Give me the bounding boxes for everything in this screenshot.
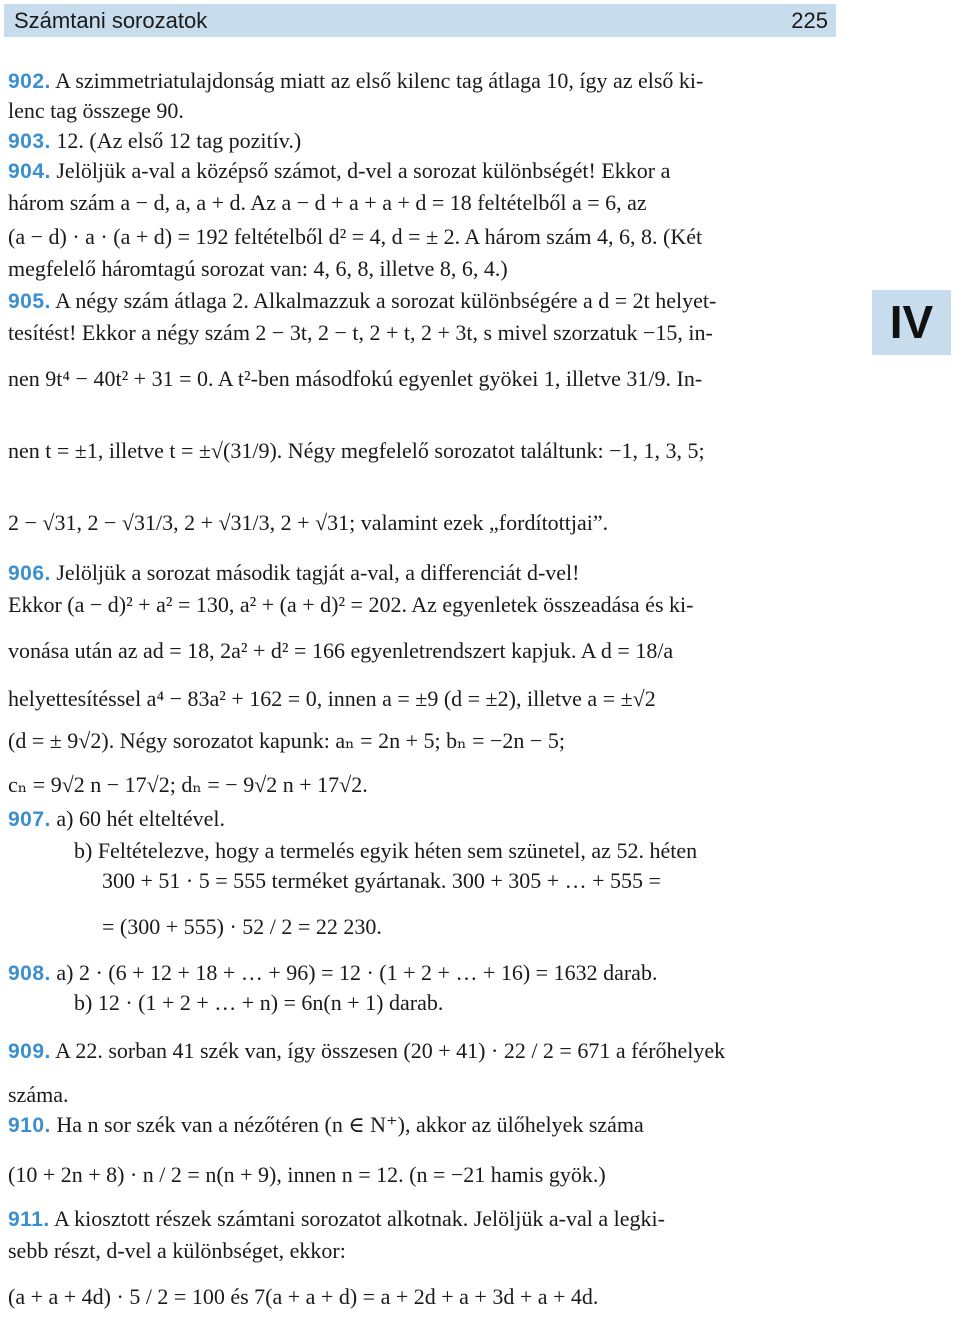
problem-number: 902.	[8, 70, 51, 93]
problem-907-line-1: 907. a) 60 hét elteltével.	[8, 806, 225, 831]
problem-909-line-2: száma.	[8, 1082, 69, 1107]
problem-905-line-2: tesítést! Ekkor a négy szám 2 − 3t, 2 − t, 2 + t, 2 + 3t, s mivel szorzatuk −15, in-	[8, 320, 713, 345]
page-number: 225	[791, 8, 828, 33]
problem-911-line-3: (a + a + 4d) · 5 / 2 = 100 és 7(a + a + d) = a + 2d + a + 3d + a + 4d.	[8, 1284, 599, 1309]
problem-909-line-1: 909. A 22. sorban 41 szék van, így összesen (20 + 41) · 22 / 2 = 671 a férőhelyek	[8, 1038, 726, 1063]
problem-904-line-1: 904. Jelöljük a-val a középső számot, d-vel a sorozat különbségét! Ekkor a	[8, 158, 671, 183]
problem-905-line-1: 905. A négy szám átlaga 2. Alkalmazzuk a sorozat különbségére a d = 2t helyet-	[8, 288, 717, 313]
problem-907-line-3: 300 + 51 · 5 = 555 terméket gyártanak. 300 + 305 + … + 555 =	[102, 868, 661, 893]
problem-910-line-1: 910. Ha n sor szék van a nézőtéren (n ∈ N⁺), akkor az ülőhelyek száma	[8, 1112, 644, 1137]
problem-number: 906.	[8, 562, 51, 585]
problem-number: 911.	[8, 1208, 50, 1231]
problem-911-line-2: sebb részt, d-vel a különbséget, ekkor:	[8, 1238, 346, 1263]
problem-904-line-4: megfelelő háromtagú sorozat van: 4, 6, 8, illetve 8, 6, 4.)	[8, 256, 508, 281]
problem-906-line-5: (d = ± 9√2). Négy sorozatot kapunk: aₙ = 2n + 5; bₙ = −2n − 5;	[8, 728, 565, 753]
problem-number: 903.	[8, 130, 51, 153]
problem-906-line-2: Ekkor (a − d)² + a² = 130, a² + (a + d)² = 202. Az egyenletek összeadása és ki-	[8, 592, 694, 617]
problem-908-line-2: b) 12 · (1 + 2 + … + n) = 6n(n + 1) darab.	[74, 990, 444, 1015]
problem-902-line-2: lenc tag összege 90.	[8, 98, 184, 123]
problem-906-line-1: 906. Jelöljük a sorozat második tagját a-val, a differenciát d-vel!	[8, 560, 580, 585]
problem-906-line-6: cₙ = 9√2 n − 17√2; dₙ = − 9√2 n + 17√2.	[8, 772, 368, 797]
problem-904-line-2: három szám a − d, a, a + d. Az a − d + a + a + d = 18 feltételből a = 6, az	[8, 190, 647, 215]
problem-911-line-1: 911. A kiosztott részek számtani sorozatot alkotnak. Jelöljük a-val a legki-	[8, 1206, 665, 1231]
problem-number: 907.	[8, 808, 51, 831]
problem-number: 904.	[8, 160, 51, 183]
problem-905-line-4: nen t = ±1, illetve t = ±√(31/9). Négy megfelelő sorozatot találtunk: −1, 1, 3, 5;	[8, 438, 705, 463]
chapter-title: Számtani sorozatok	[14, 8, 208, 33]
chapter-side-tab: IV	[872, 290, 951, 355]
problem-902-line-1: 902. A szimmetriatulajdonság miatt az első kilenc tag átlaga 10, így az első ki-	[8, 68, 704, 93]
problem-906-line-4: helyettesítéssel a⁴ − 83a² + 162 = 0, innen a = ±9 (d = ±2), illetve a = ±√2	[8, 686, 656, 711]
problem-number: 905.	[8, 290, 51, 313]
problem-number: 910.	[8, 1114, 51, 1137]
page-header	[4, 4, 836, 37]
problem-907-line-2: b) Feltételezve, hogy a termelés egyik héten sem szünetel, az 52. héten	[74, 838, 698, 863]
problem-908-line-1: 908. a) 2 · (6 + 12 + 18 + … + 96) = 12 · (1 + 2 + … + 16) = 1632 darab.	[8, 960, 658, 985]
problem-903-line-1: 903. 12. (Az első 12 tag pozitív.)	[8, 128, 302, 153]
problem-910-line-2: (10 + 2n + 8) · n / 2 = n(n + 9), innen n = 12. (n = −21 hamis gyök.)	[8, 1162, 606, 1187]
problem-905-line-5: 2 − √31, 2 − √31/3, 2 + √31/3, 2 + √31; valamint ezek „fordítottjai”.	[8, 510, 609, 535]
problem-907-line-4: = (300 + 555) · 52 / 2 = 22 230.	[102, 914, 382, 939]
problem-906-line-3: vonása után az ad = 18, 2a² + d² = 166 egyenletrendszert kapjuk. A d = 18/a	[8, 638, 674, 663]
problem-number: 909.	[8, 1040, 51, 1063]
problem-904-line-3: (a − d) · a · (a + d) = 192 feltételből d² = 4, d = ± 2. A három szám 4, 6, 8. (Két	[8, 224, 703, 249]
problem-905-line-3: nen 9t⁴ − 40t² + 31 = 0. A t²-ben másodfokú egyenlet gyökei 1, illetve 31/9. In-	[8, 366, 703, 391]
problem-number: 908.	[8, 962, 51, 985]
